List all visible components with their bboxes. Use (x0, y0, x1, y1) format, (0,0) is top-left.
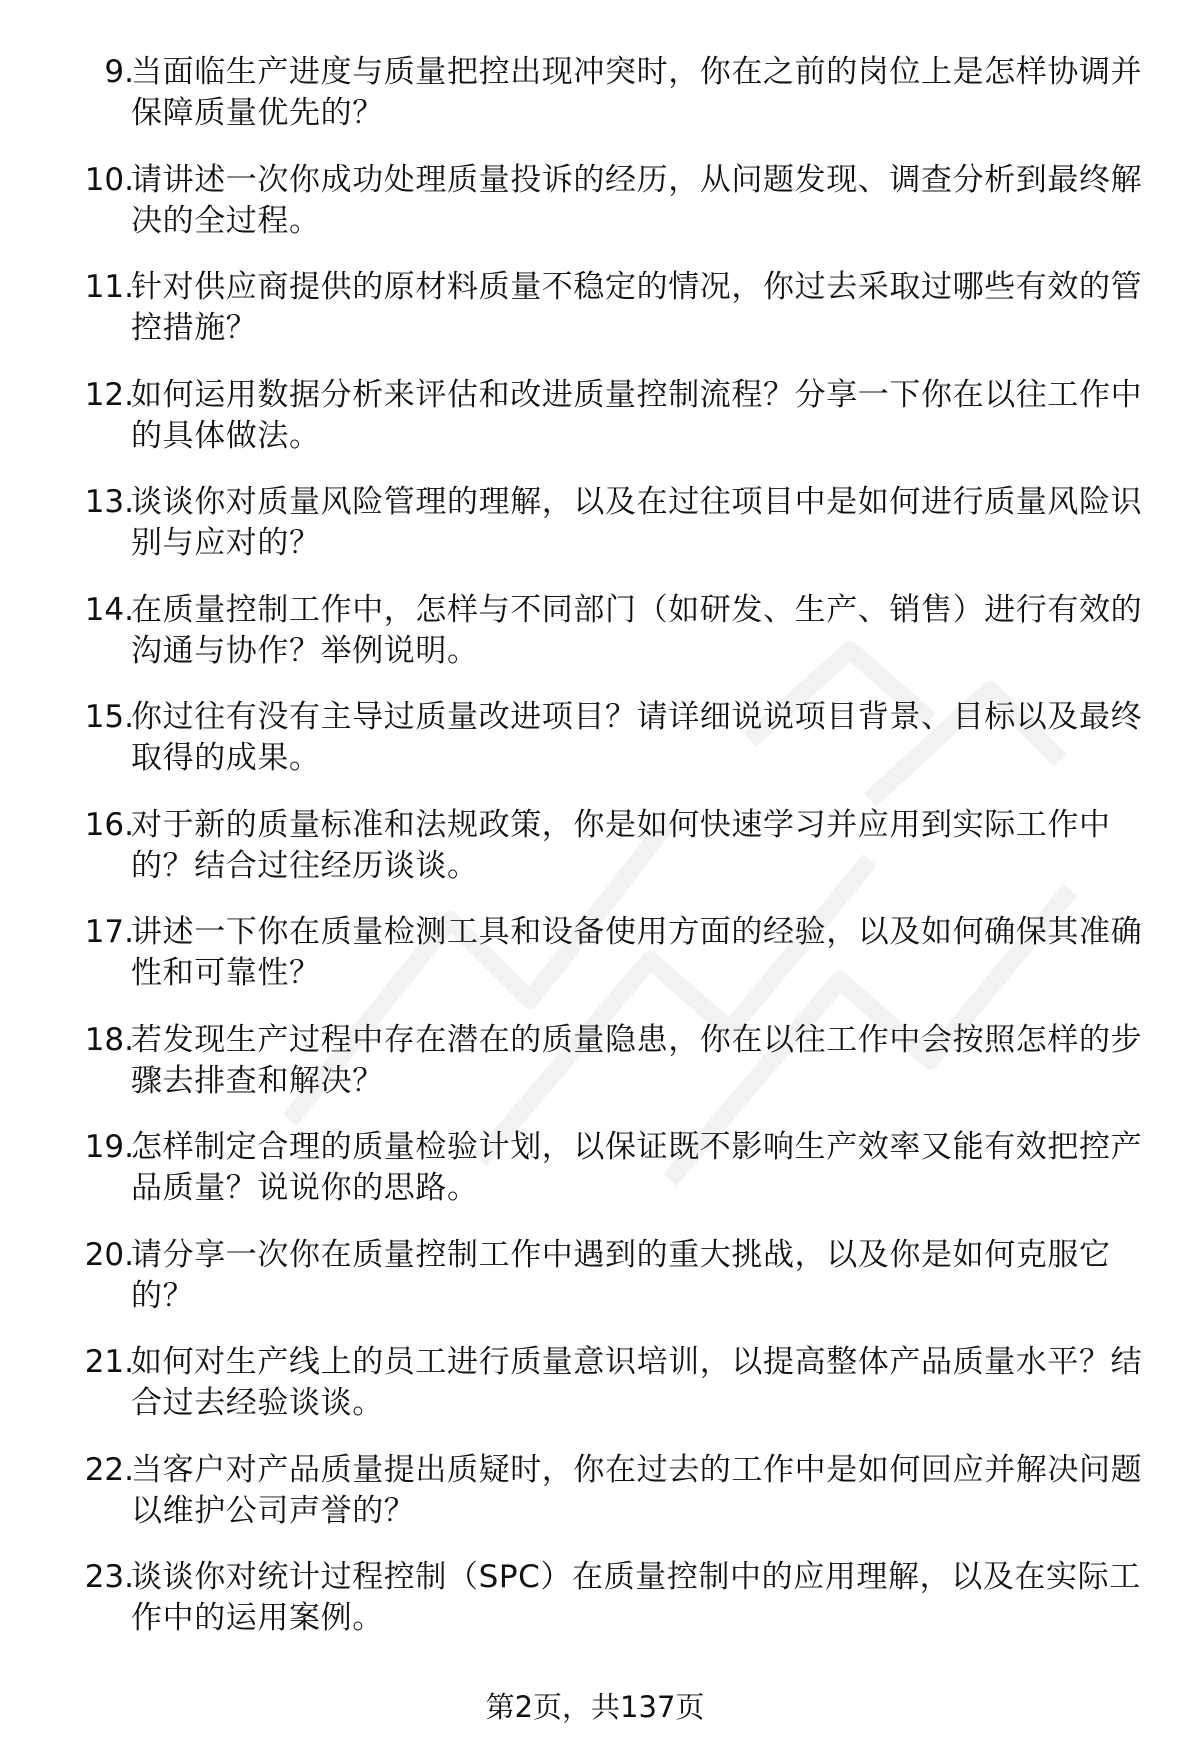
question-number: 18. (84, 1021, 134, 1058)
question-number: 10. (84, 161, 134, 198)
question-number: 11. (84, 269, 134, 305)
question-number: 19. (84, 1129, 134, 1165)
question-text: 请分享一次你在质量控制工作中遇到的重大挑战，以及你是如何克服它的？ (131, 1236, 1111, 1314)
question-text: 谈谈你对统计过程控制（SPC）在质量控制中的应用理解，以及在实际工作中的运用案例。 (131, 1559, 1141, 1636)
question-item (0, 1342, 1190, 1450)
question-text: 当面临生产进度与质量把控出现冲突时，你在之前的岗位上是怎样协调并保障质量优先的？ (131, 54, 1143, 131)
question-text: 针对供应商提供的原材料质量不稳定的情况，你过去采取过哪些有效的管控措施？ (131, 269, 1143, 346)
page-number-label: 第2页，共137页 (485, 1690, 705, 1724)
page-footer (0, 1688, 1190, 1726)
question-item (0, 590, 1190, 698)
question-text: 如何运用数据分析来评估和改进质量控制流程？分享一下你在以往工作中的具体做法。 (131, 376, 1143, 454)
question-text: 讲述一下你在质量检测工具和设备使用方面的经验，以及如何确保其准确性和可靠性？ (131, 914, 1143, 991)
question-number: 21. (84, 1344, 134, 1380)
question-number: 13. (84, 484, 134, 520)
question-item (0, 482, 1190, 590)
question-item (0, 52, 1190, 160)
question-number: 22. (84, 1451, 134, 1488)
question-item (0, 912, 1190, 1020)
question-item (0, 697, 1190, 805)
question-text: 如何对生产线上的员工进行质量意识培训，以提高整体产品质量水平？结合过去经验谈谈。 (131, 1344, 1143, 1421)
question-list (0, 52, 1190, 1665)
question-item (0, 160, 1190, 268)
question-text: 在质量控制工作中，怎样与不同部门（如研发、生产、销售）进行有效的沟通与协作？举例说明。 (131, 591, 1143, 669)
question-number: 9. (104, 54, 134, 90)
question-number: 12. (84, 376, 134, 413)
question-item (0, 805, 1190, 913)
question-text: 请讲述一次你成功处理质量投诉的经历，从问题发现、调查分析到最终解决的全过程。 (131, 161, 1143, 239)
question-text: 你过往有没有主导过质量改进项目？请详细说说项目背景、目标以及最终取得的成果。 (131, 699, 1143, 776)
question-number: 15. (84, 699, 134, 735)
question-number: 23. (84, 1559, 134, 1595)
question-number: 20. (84, 1236, 134, 1273)
question-item (0, 1020, 1190, 1128)
question-text: 若发现生产过程中存在潜在的质量隐患，你在以往工作中会按照怎样的步骤去排查和解决？ (131, 1021, 1143, 1099)
question-item (0, 1127, 1190, 1235)
question-text: 怎样制定合理的质量检验计划，以保证既不影响生产效率又能有效把控产品质量？说说你的思路。 (131, 1129, 1143, 1206)
question-number: 17. (84, 914, 134, 950)
question-text: 当客户对产品质量提出质疑时，你在过去的工作中是如何回应并解决问题以维护公司声誉的？ (131, 1451, 1143, 1529)
question-text: 谈谈你对质量风险管理的理解，以及在过往项目中是如何进行质量风险识别与应对的？ (131, 484, 1143, 561)
question-item (0, 1450, 1190, 1558)
question-item (0, 1235, 1190, 1343)
question-item (0, 1557, 1190, 1665)
question-item (0, 375, 1190, 483)
question-number: 16. (84, 806, 134, 843)
question-text: 对于新的质量标准和法规政策，你是如何快速学习并应用到实际工作中的？结合过往经历谈谈。 (131, 806, 1111, 884)
question-number: 14. (84, 591, 134, 628)
question-item (0, 267, 1190, 375)
